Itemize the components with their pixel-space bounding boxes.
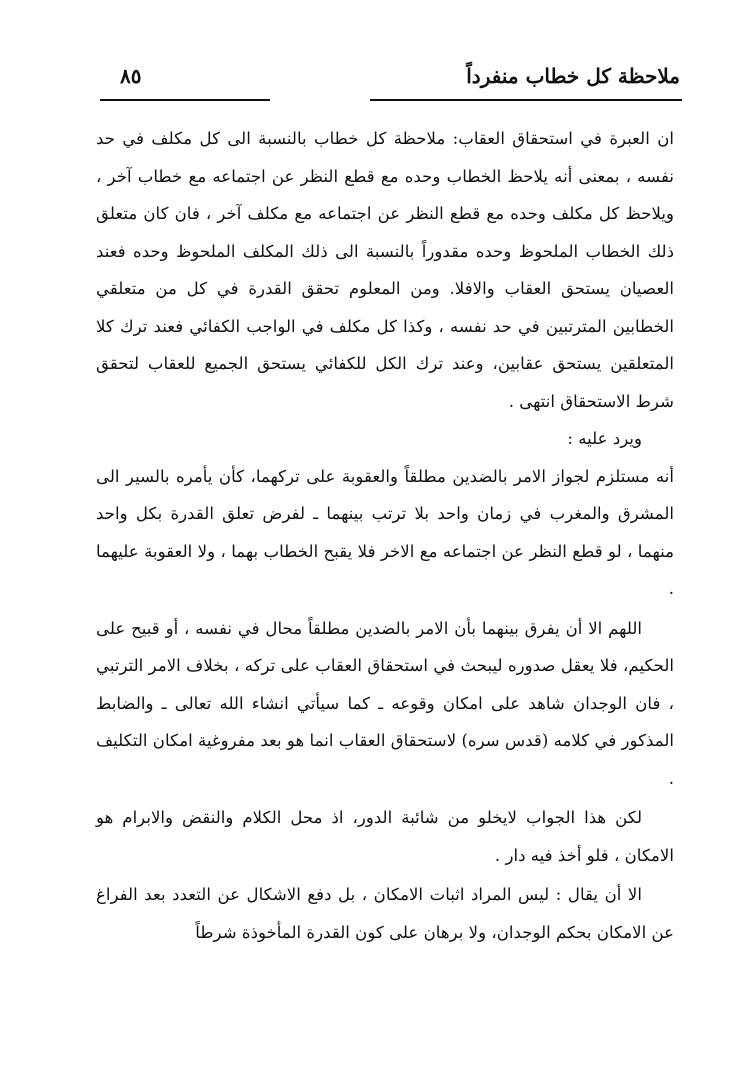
paragraph-6: الا أن يقال : ليس المراد اثبات الامكان ، بل دفع الاشكال عن التعدد بعد الفراغ عن الامكان بحكم الوجدان، ولا برهان على كون القدرة المأخوذة شرطاً xyxy=(96,885,674,942)
paragraph-1: ان العبرة في استحقاق العقاب: ملاحظة كل خطاب بالنسبة الى كل مكلف في حد نفسه ، بمعنى أنه يلاحظ الخطاب وحده مع قطع النظر عن اجتماعه مع خطاب آخر ، ويلاحظ كل مكلف وحده مع قطع النظر عن اجتماعه مع مكلف آخر ، فان كان متعلق ذلك الخطاب الملحوظ وحده مقدوراً بالنسبة الى ذلك المكلف الملحوظ وحده فعند العصيان يستحق العقاب والافلا. ومن المعلوم تحقق القدرة في كل من متعلقي الخطابين المترتبين في حد نفسه ، وكذا كل مكلف في الواجب الكفائي فعند ترك كلا المتعلقين يستحق عقابين، وعند ترك الكل للكفائي يستحق الجميع للعقاب لتحقق شرط الاستحقاق انتهى . xyxy=(96,129,674,411)
paragraph-4: اللهم الا أن يفرق بينهما بأن الامر بالضدين مطلقاً محال في نفسه ، أو قبيح على الحكيم، فلا يعقل صدوره ليبحث في استحقاق العقاب على تركه ، بخلاف الامر الترتبي ، فان الوجدان شاهد على امكان وقوعه ـ كما سيأتي انشاء الله تعالى ـ والضابط المذكور في كلامه (قدس سره) لاستحقاق العقاب انما هو بعد مفروغية امكان التكليف . xyxy=(96,618,674,788)
header-rule-left xyxy=(100,99,270,101)
paragraph-2: ويرد عليه : xyxy=(567,429,642,448)
page-number: ٨٥ xyxy=(120,64,142,88)
running-title: ملاحظة كل خطاب منفرداً xyxy=(466,64,680,88)
paragraph-5: لكن هذا الجواب لايخلو من شائبة الدور، اذ محل الكلام والنقض والابرام هو الامكان ، فلو أخذ فيه دار . xyxy=(96,808,674,865)
header-rule-right xyxy=(370,99,682,101)
paragraph-3: أنه مستلزم لجواز الامر بالضدين مطلقاً والعقوبة على تركهما، كأن يأمره بالسير الى المشرق والمغرب في زمان واحد بلا ترتب بينهما ـ لفرض تعلق القدرة بكل واحد منهما ، لو قطع النظر عن اجتماعه مع الاخر فلا يقبح الخطاب بهما ، ولا العقوبة عليهما . xyxy=(96,466,674,598)
body-text xyxy=(96,120,674,951)
page-header xyxy=(100,58,680,98)
